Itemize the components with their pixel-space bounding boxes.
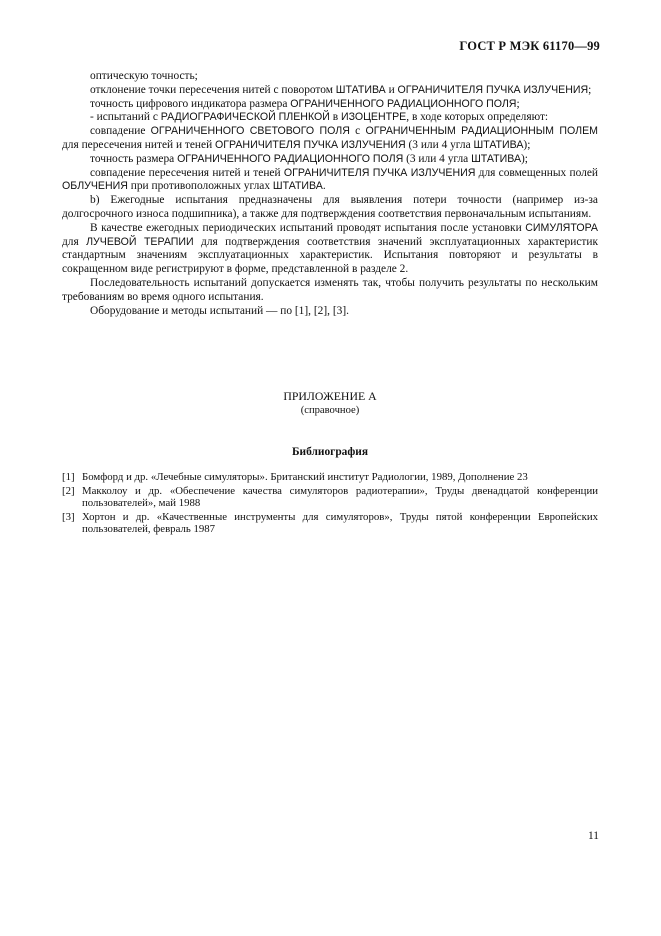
paragraph: Последовательность испытаний допускается изменять так, чтобы получить результаты по нескольким требованиям во время одного испытания. — [62, 276, 598, 303]
reference-text: Макколоу и др. «Обеспечение качества симуляторов радиотерапии», Труды двенадцатой конференции пользователей», май 1988 — [82, 484, 598, 510]
bibliography-title: Библиография — [292, 446, 368, 458]
reference-item — [62, 485, 598, 510]
reference-text: Хортон и др. «Качественные инструменты для симуляторов», Труды пятой конференции Европейских пользователей, февраль 1987 — [82, 510, 598, 536]
paragraph: В качестве ежегодных периодических испытаний проводят испытания после установки СИМУЛЯТОРА для ЛУЧЕВОЙ ТЕРАПИИ для подтверждения соответствия значений эксплуатационных характеристик стандартным значениям эксплуатационных характеристик. Испытания повторяют и результаты в сокращенном виде регистрируют в форме, представленной в разделе 2. — [62, 221, 598, 276]
bibliography-list — [62, 471, 598, 537]
page-number: 11 — [588, 830, 599, 842]
paragraph: оптическую точность; — [90, 70, 198, 82]
reference-number: [3] — [62, 510, 75, 523]
paragraph: - испытаний с РАДИОГРАФИЧЕСКОЙ ПЛЕНКОЙ в ИЗОЦЕНТРЕ, в ходе которых определяют: — [90, 111, 549, 124]
reference-text: Бомфорд и др. «Лечебные симуляторы». Британский институт Радиологии, 1989, Дополнение 23 — [82, 471, 528, 483]
paragraph: точность размера ОГРАНИЧЕННОГО РАДИАЦИОННОГО ПОЛЯ (3 или 4 угла ШТАТИВА); — [90, 152, 528, 165]
paragraph: совпадение ОГРАНИЧЕННОГО СВЕТОВОГО ПОЛЯ с ОГРАНИЧЕННЫМ РАДИАЦИОННЫМ ПОЛЕМ для пересечения нитей и теней ОГРАНИЧИТЕЛЯ ПУЧКА ИЗЛУЧЕНИЯ (3 или 4 угла ШТАТИВА); — [62, 125, 598, 151]
paragraph: точность цифрового индикатора размера ОГРАНИЧЕННОГО РАДИАЦИОННОГО ПОЛЯ; — [90, 97, 520, 110]
appendix-heading — [62, 390, 598, 418]
paragraph: отклонение точки пересечения нитей с поворотом ШТАТИВА и ОГРАНИЧИТЕЛЯ ПУЧКА ИЗЛУЧЕНИЯ; — [90, 83, 592, 96]
paragraph: b) Ежегодные испытания предназначены для выявления потери точности (например из-за долгосрочного износа подшипника), а также для подтверждения соответствия первоначальным испытаниям. — [62, 194, 598, 220]
document-header: ГОСТ Р МЭК 61170—99 — [459, 39, 600, 53]
reference-item — [62, 471, 598, 484]
paragraph: Оборудование и методы испытаний — по [1], [2], [3]. — [90, 304, 349, 317]
reference-item — [62, 511, 598, 536]
appendix-title: ПРИЛОЖЕНИЕ А — [283, 389, 377, 403]
reference-number: [2] — [62, 484, 75, 497]
appendix-subtitle: (справочное) — [300, 404, 360, 416]
body-text — [62, 70, 598, 318]
reference-number: [1] — [62, 471, 75, 483]
paragraph: совпадение пересечения нитей и теней ОГРАНИЧИТЕЛЯ ПУЧКА ИЗЛУЧЕНИЯ для совмещенных полей ОБЛУЧЕНИЯ при противоположных углах ШТАТИВА. — [62, 166, 598, 193]
